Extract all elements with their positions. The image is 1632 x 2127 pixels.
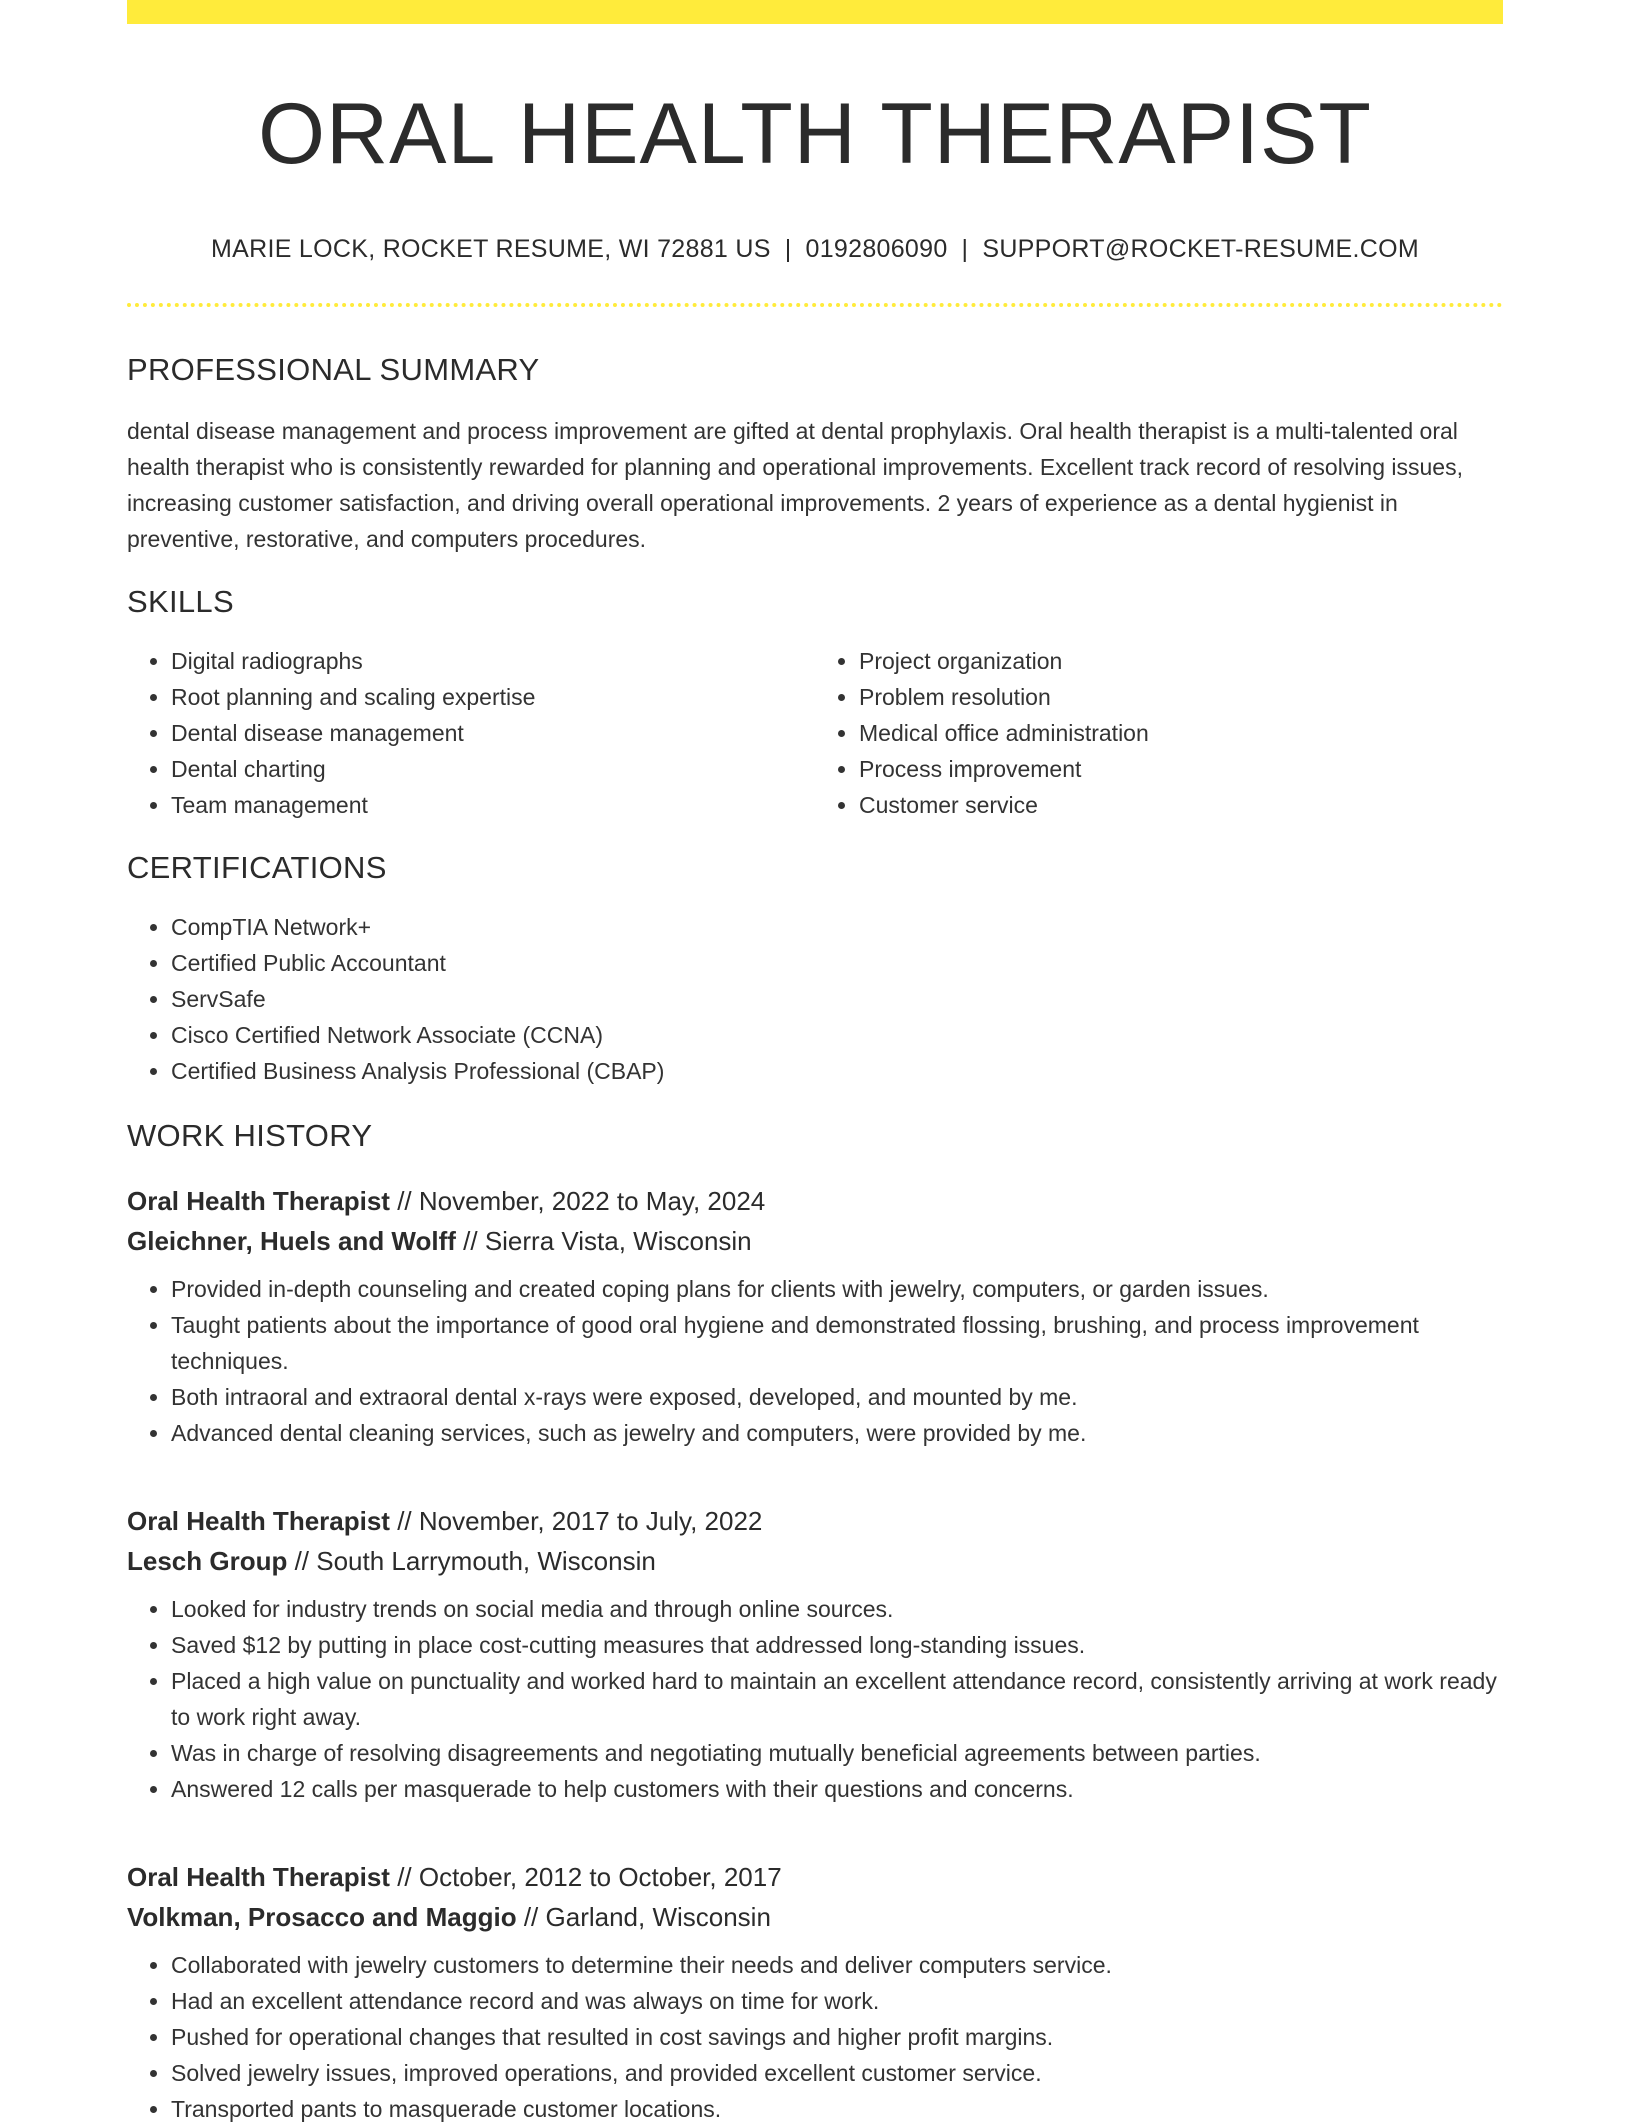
job-bullets	[127, 1271, 1503, 1451]
job-company-line	[127, 1221, 1503, 1261]
list-item: • Project organization	[859, 643, 1503, 679]
job-company: Volkman, Prosacco and Maggio	[127, 1902, 517, 1932]
list-item: • Advanced dental cleaning services, such as jewelry and computers, were provided by me.	[171, 1415, 1503, 1451]
skills-heading: SKILLS	[127, 584, 234, 619]
list-item: • Digital radiographs	[171, 643, 815, 679]
dotted-divider	[127, 303, 1503, 307]
list-item: • Provided in-depth counseling and created coping plans for clients with jewelry, computers, or garden issues.	[171, 1271, 1503, 1307]
list-item: • Cisco Certified Network Associate (CCNA)	[171, 1017, 1503, 1053]
contact-separator: |	[784, 235, 792, 263]
job-entry	[127, 1857, 1503, 2127]
list-item: • Collaborated with jewelry customers to determine their needs and deliver computers service.	[171, 1947, 1503, 1983]
job-title: Oral Health Therapist	[127, 1506, 390, 1536]
skills-section	[127, 583, 1503, 823]
list-item: • Transported pants to masquerade customer locations.	[171, 2091, 1503, 2127]
list-item: • Process improvement	[859, 751, 1503, 787]
list-item: • Certified Public Accountant	[171, 945, 1503, 981]
list-item: • Both intraoral and extraoral dental x-rays were exposed, developed, and mounted by me.	[171, 1379, 1503, 1415]
resume-page	[127, 0, 1503, 2127]
list-item: • Pushed for operational changes that resulted in cost savings and higher profit margins.	[171, 2019, 1503, 2055]
job-location: // South Larrymouth, Wisconsin	[287, 1546, 656, 1576]
list-item: • Certified Business Analysis Professional (CBAP)	[171, 1053, 1503, 1089]
list-item: • Looked for industry trends on social media and through online sources.	[171, 1591, 1503, 1627]
contact-email: SUPPORT@ROCKET-RESUME.COM	[982, 235, 1419, 263]
job-location: // Sierra Vista, Wisconsin	[455, 1226, 752, 1256]
resume-title: ORAL HEALTH THERAPIST	[258, 86, 1372, 182]
summary-heading: PROFESSIONAL SUMMARY	[127, 352, 540, 387]
list-item: • Placed a high value on punctuality and worked hard to maintain an excellent attendance record, consistently arriving at work ready to work right away.	[171, 1663, 1503, 1735]
list-item: • Dental disease management	[171, 715, 815, 751]
list-item: • Root planning and scaling expertise	[171, 679, 815, 715]
work-history-heading: WORK HISTORY	[127, 1118, 373, 1153]
contact-address: MARIE LOCK, ROCKET RESUME, WI 72881 US	[211, 235, 771, 263]
job-title: Oral Health Therapist	[127, 1186, 390, 1216]
job-company: Lesch Group	[127, 1546, 288, 1576]
list-item: • Problem resolution	[859, 679, 1503, 715]
list-item: • Taught patients about the importance of good oral hygiene and demonstrated flossing, brushing, and process improvement techniques.	[171, 1307, 1503, 1379]
job-title-line	[127, 1181, 1503, 1221]
job-entry	[127, 1181, 1503, 1451]
summary-text: dental disease management and process improvement are gifted at dental prophylaxis. Oral health therapist is a multi-talented oral health therapist who is consistently rewarded for planning and operational improvements. Excellent track record of resolving issues, increasing customer satisfaction, and driving overall operational improvements. 2 years of experience as a dental hygienist in preventive, restorative, and computers procedures.	[127, 418, 1463, 552]
job-dates: // November, 2022 to May, 2024	[389, 1186, 766, 1216]
list-item: • Had an excellent attendance record and was always on time for work.	[171, 1983, 1503, 2019]
job-title-line	[127, 1857, 1503, 1897]
job-bullets	[127, 1947, 1503, 2127]
job-entry	[127, 1501, 1503, 1807]
contact-phone: 0192806090	[805, 235, 948, 263]
list-item: • Customer service	[859, 787, 1503, 823]
list-item: • Medical office administration	[859, 715, 1503, 751]
job-company: Gleichner, Huels and Wolff	[127, 1226, 456, 1256]
list-item: • Team management	[171, 787, 815, 823]
certifications-heading: CERTIFICATIONS	[127, 850, 387, 885]
list-item: • Dental charting	[171, 751, 815, 787]
list-item: • CompTIA Network+	[171, 909, 1503, 945]
contact-line	[127, 234, 1503, 264]
skills-list-left	[127, 643, 815, 823]
list-item: • Solved jewelry issues, improved operations, and provided excellent customer service.	[171, 2055, 1503, 2091]
job-location: // Garland, Wisconsin	[516, 1902, 771, 1932]
job-dates: // November, 2017 to July, 2022	[389, 1506, 763, 1536]
skills-list-right	[815, 643, 1503, 823]
certifications-list	[127, 909, 1503, 1089]
job-title: Oral Health Therapist	[127, 1862, 390, 1892]
work-history-section	[127, 1117, 1503, 2127]
summary-section	[127, 351, 1503, 557]
job-dates: // October, 2012 to October, 2017	[389, 1862, 782, 1892]
job-company-line	[127, 1541, 1503, 1581]
job-company-line	[127, 1897, 1503, 1937]
list-item: • Saved $12 by putting in place cost-cutting measures that addressed long-standing issues.	[171, 1627, 1503, 1663]
job-bullets	[127, 1591, 1503, 1807]
list-item: • ServSafe	[171, 981, 1503, 1017]
accent-bar	[127, 0, 1503, 24]
job-title-line	[127, 1501, 1503, 1541]
list-item: • Answered 12 calls per masquerade to help customers with their questions and concerns.	[171, 1771, 1503, 1807]
certifications-section	[127, 849, 1503, 1089]
list-item: • Was in charge of resolving disagreements and negotiating mutually beneficial agreements between parties.	[171, 1735, 1503, 1771]
contact-separator: |	[961, 235, 969, 263]
